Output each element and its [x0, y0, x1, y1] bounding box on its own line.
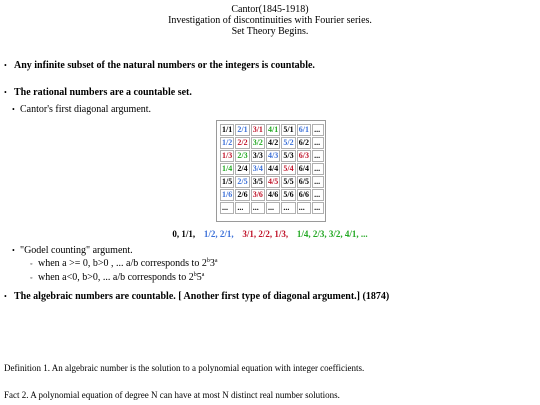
- bullet-dot-icon: •: [4, 88, 7, 97]
- grid-cell: 4/2: [266, 137, 280, 149]
- grid-cell: 6/3: [297, 150, 311, 162]
- grid-cell: 4/1: [266, 124, 280, 136]
- grid-cell: 2/1: [235, 124, 249, 136]
- definition-1: Definition 1. An algebraic number is the solution to a polynomial equation with integer coefficients.: [4, 363, 365, 373]
- grid-cell: 3/3: [251, 150, 265, 162]
- grid-cell: 3/6: [251, 189, 265, 201]
- bullet-dot-icon: •: [12, 246, 15, 255]
- grid-row: [220, 176, 324, 188]
- base-3: 3: [209, 258, 215, 269]
- grid-cell: 1/2: [220, 137, 234, 149]
- grid-cell: 2/6: [235, 189, 249, 201]
- header-line-1: Cantor(1845-1918): [231, 4, 309, 15]
- header-line-2: Investigation of discontinuities with Fourier series.: [168, 15, 372, 26]
- grid-cell: ...: [235, 202, 249, 214]
- exponent-b: b: [206, 258, 210, 264]
- header: [0, 4, 540, 37]
- circle-bullet-icon: ◦: [30, 260, 33, 268]
- grid-cell: 1/6: [220, 189, 234, 201]
- grid-row: [220, 189, 324, 201]
- diagonal-grid-frame: [216, 120, 326, 222]
- exponent-a: a: [214, 258, 218, 264]
- sequence-group: 0, 1/1,: [172, 229, 196, 239]
- grid-cell: ...: [312, 150, 324, 162]
- bullet-text: The rational numbers are a countable set.: [14, 87, 192, 98]
- sub-bullet-text: "Godel counting" argument.: [20, 245, 133, 256]
- grid-cell: 2/5: [235, 176, 249, 188]
- grid-cell: 5/2: [281, 137, 295, 149]
- grid-cell: 4/3: [266, 150, 280, 162]
- exponent-a: a: [201, 272, 205, 278]
- grid-cell: ...: [312, 124, 324, 136]
- exponent-b: b: [193, 272, 197, 278]
- negative-rule: [38, 272, 204, 284]
- grid-cell: ...: [297, 202, 311, 214]
- grid-cell: 3/1: [251, 124, 265, 136]
- grid-cell: 6/1: [297, 124, 311, 136]
- grid-cell: 6/5: [297, 176, 311, 188]
- grid-cell: 6/2: [297, 137, 311, 149]
- grid-cell: ...: [312, 189, 324, 201]
- base-5: 5: [196, 272, 202, 283]
- grid-cell: 1/5: [220, 176, 234, 188]
- sequence-group: 3/1, 2/2, 1/3,: [242, 229, 289, 239]
- grid-cell: 1/4: [220, 163, 234, 175]
- grid-cell: 2/3: [235, 150, 249, 162]
- sequence-group: 1/2, 2/1,: [203, 229, 234, 239]
- grid-cell: 4/5: [266, 176, 280, 188]
- bullet-dot-icon: •: [4, 61, 7, 70]
- grid-row: [220, 163, 324, 175]
- grid-cell: 1/3: [220, 150, 234, 162]
- grid-cell: ...: [312, 137, 324, 149]
- sequence-group: 1/4, 2/3, 3/2, 4/1, ...: [296, 229, 368, 239]
- grid-cell: 5/6: [281, 189, 295, 201]
- grid-row: [220, 202, 324, 214]
- header-line-3: Set Theory Begins.: [231, 26, 309, 37]
- rule-text: when a<0, b>0, ... a/b corresponds to 2: [38, 272, 194, 283]
- grid-cell: ...: [312, 202, 324, 214]
- bullet-text: The algebraic numbers are countable. [ Another first type of diagonal argument.] (1874): [14, 291, 390, 302]
- grid-cell: ...: [251, 202, 265, 214]
- grid-cell: 3/2: [251, 137, 265, 149]
- grid-row: [220, 150, 324, 162]
- sub-bullet-text: Cantor's first diagonal argument.: [20, 104, 152, 115]
- grid-row: [220, 124, 324, 136]
- grid-cell: 6/4: [297, 163, 311, 175]
- grid-row: [220, 137, 324, 149]
- nonnegative-rule: [38, 258, 218, 270]
- grid-cell: ...: [266, 202, 280, 214]
- grid-cell: ...: [312, 163, 324, 175]
- bullet-dot-icon: •: [12, 105, 15, 114]
- fact-2: Fact 2. A polynomial equation of degree N can have at most N distinct real number solutions.: [4, 390, 340, 400]
- grid-cell: 5/1: [281, 124, 295, 136]
- grid-cell: 2/4: [235, 163, 249, 175]
- grid-cell: 5/5: [281, 176, 295, 188]
- grid-cell: ...: [281, 202, 295, 214]
- grid-cell: 4/6: [266, 189, 280, 201]
- grid-cell: 3/5: [251, 176, 265, 188]
- grid-cell: 5/4: [281, 163, 295, 175]
- grid-cell: 5/3: [281, 150, 295, 162]
- bullet-dot-icon: •: [4, 292, 7, 301]
- rule-text: when a >= 0, b>0 , ... a/b corresponds to 2: [38, 258, 207, 269]
- grid-cell: ...: [312, 176, 324, 188]
- grid-cell: 1/1: [220, 124, 234, 136]
- circle-bullet-icon: ◦: [30, 274, 33, 282]
- diagonal-grid: [219, 123, 325, 215]
- grid-cell: 4/4: [266, 163, 280, 175]
- grid-cell: 6/6: [297, 189, 311, 201]
- bullet-text: Any infinite subset of the natural numbers or the integers is countable.: [14, 60, 315, 71]
- grid-cell: ...: [220, 202, 234, 214]
- enumeration-sequence: [0, 228, 540, 240]
- grid-cell: 3/4: [251, 163, 265, 175]
- grid-cell: 2/2: [235, 137, 249, 149]
